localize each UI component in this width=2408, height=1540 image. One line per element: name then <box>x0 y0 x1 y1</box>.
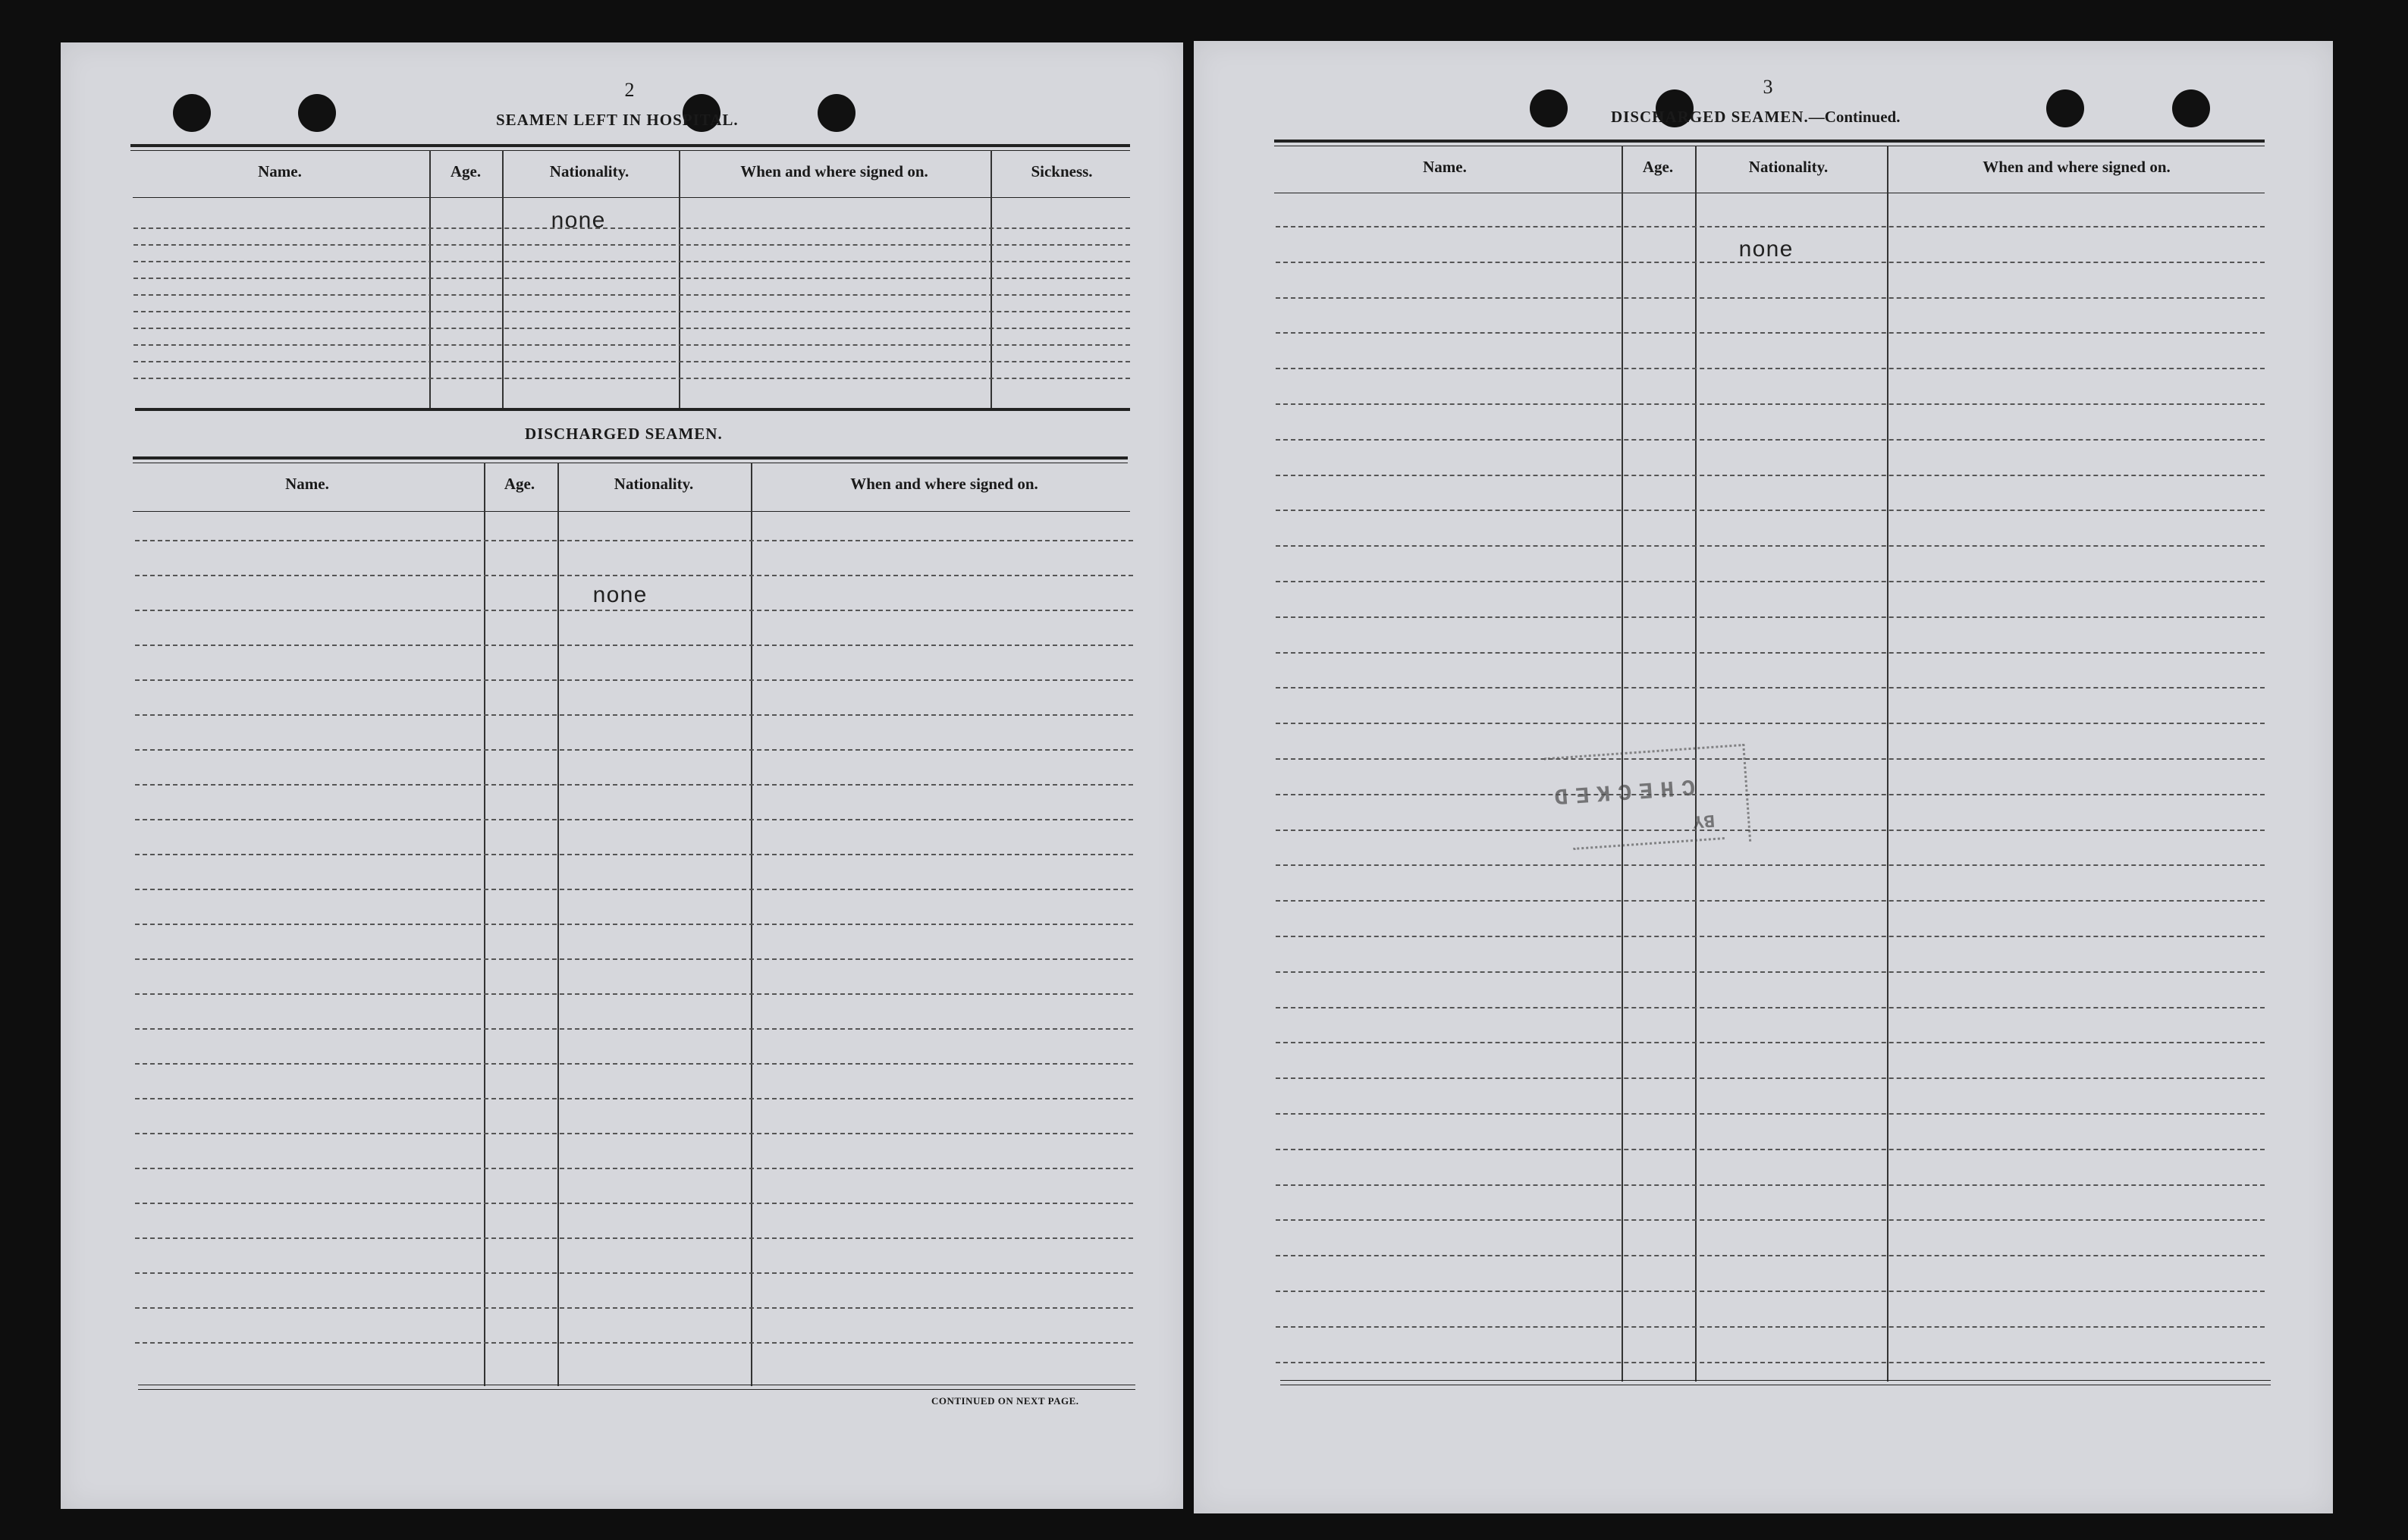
column-header-age: Age. <box>504 475 535 493</box>
ruled-line <box>1276 297 2265 299</box>
ruled-line <box>1276 830 2265 831</box>
ruled-line <box>1276 332 2265 334</box>
column-header-nationality: Nationality. <box>614 475 694 493</box>
ruled-line <box>135 645 1133 646</box>
hospital-section-title: SEAMEN LEFT IN HOSPITAL. <box>496 111 739 129</box>
ruled-line <box>133 244 1130 246</box>
ruled-line <box>1276 794 2265 795</box>
ruled-line <box>133 344 1130 346</box>
punch-hole <box>818 94 856 132</box>
ruled-line <box>133 311 1130 312</box>
ruled-line <box>135 1133 1133 1134</box>
ruled-line <box>1276 1077 2265 1079</box>
column-header-nationality: Nationality. <box>1748 158 1829 176</box>
ruled-line <box>135 819 1133 820</box>
ruled-line <box>135 1342 1133 1344</box>
punch-hole <box>1530 89 1568 127</box>
ruled-line <box>133 361 1130 362</box>
rule <box>133 511 1130 512</box>
ruled-line <box>1276 475 2265 476</box>
rule <box>133 456 1128 459</box>
column-header-name: Name. <box>1423 158 1467 176</box>
column-header-signed-on: When and where signed on. <box>740 162 928 180</box>
column-divider <box>502 150 504 408</box>
ruled-line <box>1276 1326 2265 1328</box>
page-number: 2 <box>624 79 635 101</box>
column-divider <box>429 150 431 408</box>
discharged-section-title: DISCHARGED SEAMEN. <box>525 425 723 443</box>
column-header-signed-on: When and where signed on. <box>1983 158 2171 176</box>
rule <box>133 197 1130 198</box>
ruled-line <box>1276 1149 2265 1150</box>
ruled-line <box>135 784 1133 786</box>
rule <box>135 408 1130 411</box>
page-number: 3 <box>1763 76 1773 98</box>
ruled-line <box>1276 900 2265 902</box>
ruled-line <box>135 749 1133 751</box>
rule <box>130 144 1130 147</box>
punch-hole <box>173 94 211 132</box>
checked-by-stamp <box>1544 744 1751 855</box>
ruled-line <box>133 328 1130 329</box>
ruled-line <box>1276 1042 2265 1043</box>
ruled-line <box>1276 262 2265 263</box>
column-divider <box>679 150 680 408</box>
ruled-line <box>1276 1113 2265 1115</box>
title-suffix: —Continued. <box>1808 108 1901 126</box>
ruled-line <box>135 958 1133 960</box>
ruled-line <box>1276 581 2265 582</box>
rule <box>138 1389 1135 1390</box>
stamp-line-1: CHECKED <box>1546 772 1697 809</box>
ruled-line <box>135 1098 1133 1099</box>
ruled-line <box>1276 226 2265 227</box>
ruled-line <box>135 1063 1133 1065</box>
punch-hole <box>2172 89 2210 127</box>
ruled-line <box>1276 971 2265 973</box>
ruled-line <box>1276 1219 2265 1221</box>
column-divider <box>1887 146 1888 1382</box>
ruled-line <box>135 679 1133 681</box>
column-header-sickness: Sickness. <box>1031 162 1093 180</box>
ruled-line <box>133 278 1130 279</box>
ruled-line <box>135 1203 1133 1204</box>
ruled-line <box>1276 616 2265 618</box>
column-header-age: Age. <box>1642 158 1674 176</box>
ruled-line <box>1276 1184 2265 1186</box>
ruled-line <box>135 575 1133 576</box>
rule <box>1274 140 2265 143</box>
column-header-nationality: Nationality. <box>549 162 629 180</box>
ruled-line <box>135 1307 1133 1309</box>
continued-note: CONTINUED ON NEXT PAGE. <box>931 1395 1079 1407</box>
ruled-line <box>1276 758 2265 760</box>
ruled-line <box>1276 368 2265 369</box>
discharged-continued-entry: none <box>1738 238 1794 264</box>
ruled-line <box>133 378 1130 379</box>
hospital-entry: none <box>551 209 606 235</box>
ruled-line <box>1276 510 2265 511</box>
rule <box>1280 1380 2271 1381</box>
ruled-line <box>135 854 1133 855</box>
title-text: DISCHARGED SEAMEN. <box>1611 108 1809 126</box>
column-header-name: Name. <box>285 475 329 493</box>
rule <box>130 150 1130 151</box>
ruled-line <box>1276 864 2265 866</box>
ruled-line <box>1276 403 2265 405</box>
ruled-line <box>1276 936 2265 937</box>
ruled-line <box>135 1272 1133 1274</box>
ruled-line <box>135 1168 1133 1169</box>
column-divider <box>991 150 992 408</box>
punch-hole <box>2046 89 2084 127</box>
column-header-signed-on: When and where signed on. <box>850 475 1038 493</box>
ruled-line <box>1276 1362 2265 1363</box>
ruled-line <box>1276 687 2265 688</box>
ruled-line <box>135 540 1133 541</box>
ruled-line <box>1276 545 2265 547</box>
ruled-line <box>135 714 1133 716</box>
column-header-age: Age. <box>450 162 482 180</box>
ruled-line <box>135 610 1133 611</box>
ruled-line <box>1276 652 2265 654</box>
discharged-continued-title <box>1611 108 1900 127</box>
ruled-line <box>135 1237 1133 1239</box>
ruled-line <box>1276 1255 2265 1256</box>
discharged-entry: none <box>592 584 648 610</box>
ruled-line <box>1276 439 2265 441</box>
punch-hole <box>298 94 336 132</box>
ruled-line <box>135 924 1133 925</box>
ruled-line <box>1276 723 2265 724</box>
ruled-line <box>1276 1291 2265 1292</box>
ruled-line <box>135 993 1133 995</box>
ruled-line <box>135 1028 1133 1030</box>
ruled-line <box>135 889 1133 890</box>
ruled-line <box>1276 1007 2265 1008</box>
column-header-name: Name. <box>258 162 302 180</box>
ruled-line <box>133 261 1130 262</box>
ruled-line <box>133 227 1130 229</box>
stamp-line-2: BY <box>1692 808 1716 831</box>
ruled-line <box>133 294 1130 296</box>
left-page <box>61 42 1183 1509</box>
